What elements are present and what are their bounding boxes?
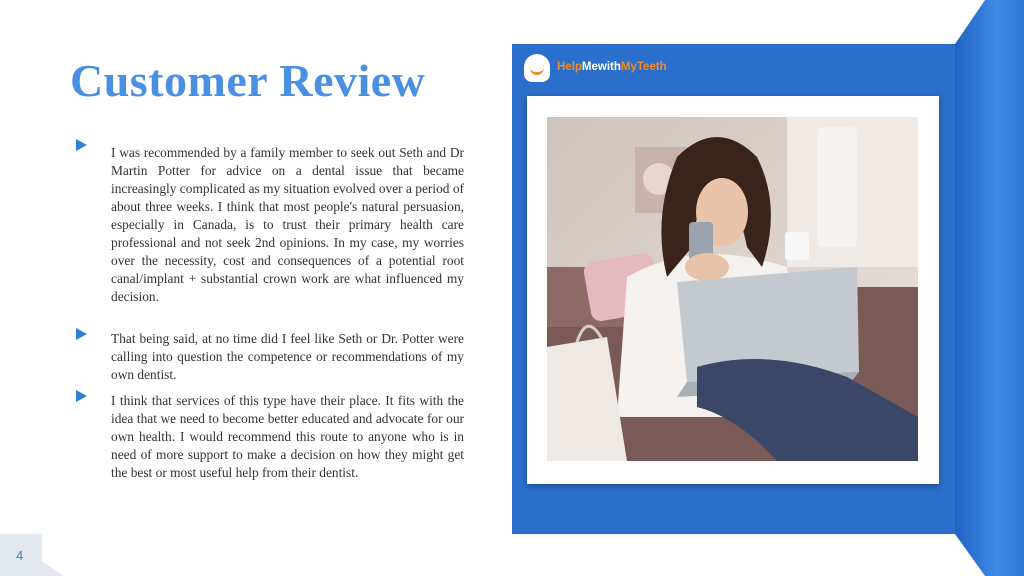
bullet-arrow-icon (76, 390, 87, 402)
bullet-item (76, 328, 466, 384)
bullet-text: I think that services of this type have their place. It fits with the idea that we need to become better educated and advocate for our own health. I would recommend this route to anyone who is in need of more support to make a decision on how they might get the best or most useful help from their dentist. (111, 393, 464, 480)
strip-corner-top (955, 0, 985, 44)
bullet-item (76, 390, 466, 482)
bullet-arrow-icon (76, 139, 87, 151)
page-number: 4 (16, 548, 24, 563)
brand-logo-text: HelpMewithMyTeeth (557, 61, 667, 73)
strip-corner-bottom (955, 534, 985, 576)
slide-title: Customer Review (70, 55, 426, 106)
tooth-icon (524, 54, 550, 82)
customer-photo (547, 117, 918, 461)
bullet-text: I was recommended by a family member to seek out Seth and Dr Martin Potter for advice on a dental issue that became increasingly complicated as my situation evolved over a period of about three weeks. I think that most people's natural persuasion, especially in Canada, is to trust their primary health care professional and not seek 2nd opinions. In my case, my worries over the necessity, cost and consequences of a potential root canal/implant + substantial crown work are what influenced my decision. (111, 145, 464, 304)
photo-frame (527, 96, 939, 484)
bullet-item (76, 138, 466, 306)
bullet-arrow-icon (76, 328, 87, 340)
right-decorative-strip (955, 0, 1024, 576)
bullet-text: That being said, at no time did I feel like Seth or Dr. Potter were calling into question the competence or recommendations of my own dentist. (111, 331, 464, 382)
